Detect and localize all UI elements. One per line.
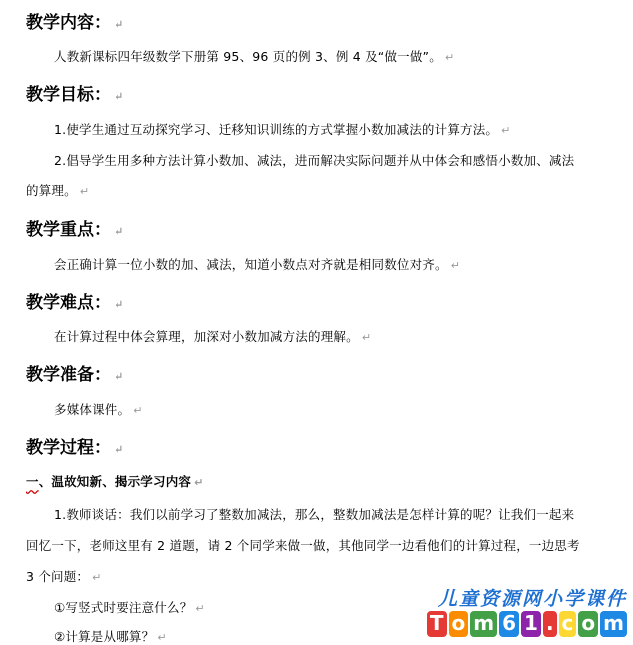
goal-line-1 bbox=[54, 120, 511, 138]
heading-key-points bbox=[26, 215, 123, 240]
paragraph-mark-icon: ↵ bbox=[114, 370, 124, 383]
section-title-text: 、温故知新、揭示学习内容 bbox=[38, 474, 192, 489]
heading-text: 教学目标： bbox=[26, 85, 111, 105]
process-section-title bbox=[26, 472, 204, 490]
watermark-logo bbox=[413, 584, 627, 640]
paragraph-mark-icon: ↵ bbox=[114, 443, 124, 456]
process-line-1 bbox=[54, 505, 574, 523]
heading-difficulties bbox=[26, 288, 123, 313]
preparation-text: 多媒体课件。 bbox=[54, 402, 131, 417]
logo-letter: o bbox=[578, 611, 598, 637]
content-text: 人教新课标四年级数学下册第 95、96 页的例 3、例 4 及“做一做”。 bbox=[54, 49, 442, 64]
goal-text: 2.倡导学生用多种方法计算小数加、减法，进而解决实际问题并从中体会和感悟小数加、减法 bbox=[54, 153, 575, 168]
question-text: ①写竖式时要注意什么？ bbox=[54, 600, 193, 615]
preparation-paragraph bbox=[54, 400, 143, 418]
paragraph-mark-icon: ↵ bbox=[92, 571, 102, 584]
paragraph-mark-icon: ↵ bbox=[501, 124, 511, 137]
section-number: 一 bbox=[26, 474, 39, 489]
logo-letter: . bbox=[543, 611, 557, 637]
content-paragraph bbox=[54, 47, 454, 65]
key-points-text: 会正确计算一位小数的加、减法，知道小数点对齐就是相同数位对齐。 bbox=[54, 257, 448, 272]
tom61-logo bbox=[427, 611, 627, 637]
heading-text: 教学准备： bbox=[26, 365, 111, 385]
process-text: 1.教师谈话：我们以前学习了整数加减法，那么，整数加减法是怎样计算的呢？让我们一起来 bbox=[54, 507, 575, 522]
paragraph-mark-icon: ↵ bbox=[114, 90, 124, 103]
watermark-chinese-text: 儿童资源网小学课件 bbox=[437, 588, 627, 610]
paragraph-mark-icon: ↵ bbox=[157, 631, 167, 644]
paragraph-mark-icon: ↵ bbox=[195, 602, 205, 615]
goal-line-2 bbox=[54, 151, 574, 169]
heading-preparation bbox=[26, 360, 123, 385]
process-text: 3 个问题： bbox=[26, 569, 90, 584]
heading-process bbox=[26, 433, 123, 458]
goal-text: 的算理。 bbox=[26, 183, 77, 198]
difficulties-paragraph bbox=[54, 327, 371, 345]
heading-text: 教学难点： bbox=[26, 293, 111, 313]
heading-text: 教学重点： bbox=[26, 220, 111, 240]
question-1 bbox=[54, 598, 205, 616]
logo-letter: c bbox=[559, 611, 577, 637]
logo-letter: m bbox=[600, 611, 627, 637]
process-line-3 bbox=[26, 567, 102, 585]
paragraph-mark-icon: ↵ bbox=[361, 331, 372, 344]
goal-line-3 bbox=[26, 181, 89, 199]
paragraph-mark-icon: ↵ bbox=[450, 259, 461, 272]
paragraph-mark-icon: ↵ bbox=[133, 404, 143, 417]
paragraph-mark-icon: ↵ bbox=[114, 298, 124, 311]
paragraph-mark-icon: ↵ bbox=[79, 185, 90, 198]
paragraph-mark-icon: ↵ bbox=[194, 476, 204, 489]
heading-content bbox=[26, 8, 123, 33]
logo-letter: 1 bbox=[521, 611, 541, 637]
heading-text: 教学过程： bbox=[26, 438, 111, 458]
process-text: 回忆一下，老师这里有 2 道题，请 2 个同学来做一做，其他同学一边看他们的计算过程，一边思考 bbox=[26, 538, 580, 553]
key-points-paragraph bbox=[54, 255, 460, 273]
paragraph-mark-icon: ↵ bbox=[114, 225, 124, 238]
logo-letter: T bbox=[427, 611, 447, 637]
heading-goals bbox=[26, 80, 123, 105]
goal-text: 1.使学生通过互动探究学习、迁移知识训练的方式掌握小数加减法的计算方法。 bbox=[54, 122, 499, 137]
paragraph-mark-icon: ↵ bbox=[114, 18, 124, 31]
process-line-2 bbox=[26, 536, 580, 554]
difficulties-text: 在计算过程中体会算理，加深对小数加减方法的理解。 bbox=[54, 329, 359, 344]
heading-text: 教学内容： bbox=[26, 13, 111, 33]
paragraph-mark-icon: ↵ bbox=[444, 51, 455, 64]
logo-letter: m bbox=[470, 611, 497, 637]
question-text: ②计算是从哪算？ bbox=[54, 629, 155, 644]
logo-letter: o bbox=[449, 611, 469, 637]
logo-letter: 6 bbox=[499, 611, 519, 637]
question-2 bbox=[54, 627, 167, 645]
